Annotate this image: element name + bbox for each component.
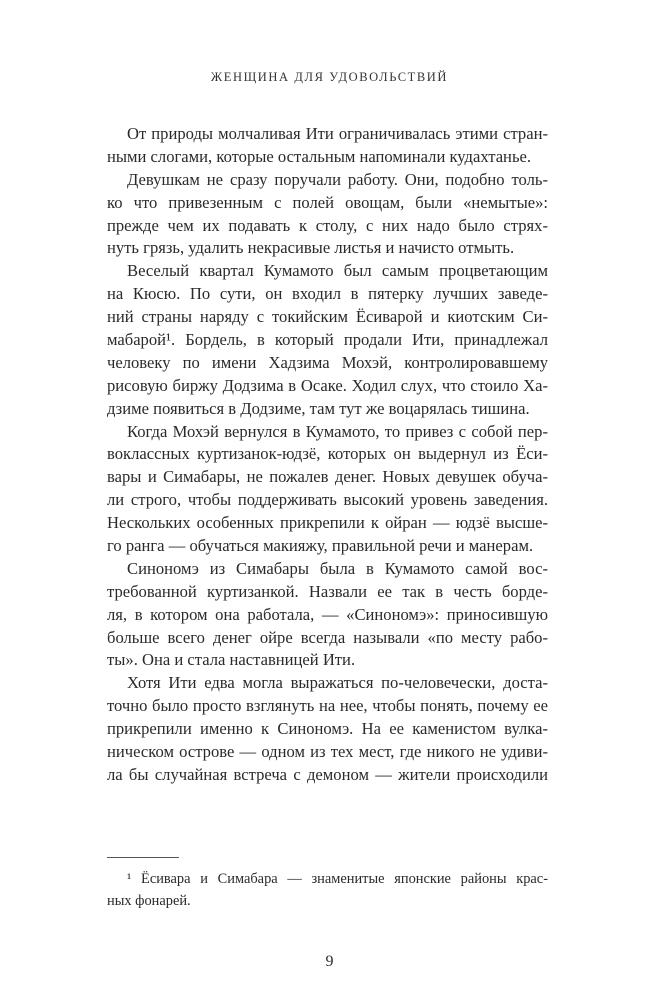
paragraph <box>107 672 548 786</box>
text-line: прежде чем их подавать к столу, с них надо было стрях- <box>107 215 548 235</box>
text-line: ли строго, чтобы поддерживать высокий уровень заведения. <box>107 490 548 510</box>
running-head: ЖЕНЩИНА ДЛЯ УДОВОЛЬСТВИЙ <box>210 70 449 84</box>
text-line: рисовую биржу Додзима в Осаке. Ходил слух, что стоило Ха- <box>107 375 548 395</box>
text-line: человеку по имени Хадзима Мохэй, контролировавшему <box>107 352 548 372</box>
paragraph <box>107 260 548 420</box>
text-line: нуть грязь, удалить некрасивые листья и начисто отмыть. <box>107 238 515 258</box>
text-line: дзиме появиться в Додзиме, там тут же воцарялась тишина. <box>107 398 530 418</box>
text-line: ний страны наряду с токийским Ёсиварой и киотским Си- <box>107 307 548 327</box>
paragraph <box>107 558 548 672</box>
text-line: ла бы случайная встреча с демоном — жители происходили <box>107 764 548 784</box>
text-line: ко что привезенным с полей овощам, были «немытые»: <box>107 192 548 212</box>
page-number: 9 <box>325 953 334 970</box>
footnote <box>107 869 548 912</box>
footnote-divider <box>107 857 179 858</box>
text-line: мабарой¹. Бордель, в который продали Ити, принадлежал <box>107 330 548 350</box>
text-line: воклассных куртизанок-юдзё, которых он выдернул из Ёси- <box>107 444 548 464</box>
text-line: ля, в котором она работала, — «Синономэ»: приносившую <box>107 604 548 624</box>
body-text <box>107 123 548 787</box>
text-line: прикрепили именно к Синономэ. На ее каменистом вулка- <box>107 719 548 739</box>
text-line: От природы молчаливая Ити ограничивалась этими стран- <box>127 124 548 143</box>
text-line: Нескольких особенных прикрепили к ойран — юдзё высше- <box>107 513 548 533</box>
footnote-line: ¹ Ёсивара и Симабара — знаменитые японские районы крас- <box>127 871 548 887</box>
text-line: Синономэ из Симабары была в Кумамото самой вос- <box>127 558 548 578</box>
text-line: Когда Мохэй вернулся в Кумамото, то привез с собой пер- <box>127 421 548 441</box>
paragraph <box>107 421 548 558</box>
paragraph <box>107 123 548 169</box>
text-line: точно было просто взглянуть на нее, чтобы понять, почему ее <box>107 696 548 716</box>
text-line: ты». Она и стала наставницей Ити. <box>107 650 356 670</box>
text-line: на Кюсю. По сути, он входил в пятерку лучших заведе- <box>107 284 548 304</box>
footnote-line: ных фонарей. <box>107 892 191 909</box>
text-line: вары и Симабары, не пожалев денег. Новых девушек обуча- <box>107 467 548 487</box>
text-line: требованной куртизанкой. Назвали ее так в честь борде- <box>107 581 548 601</box>
text-line: Веселый квартал Кумамото был самым процветающим <box>127 261 548 281</box>
text-line: Девушкам не сразу поручали работу. Они, подобно толь- <box>127 169 548 189</box>
text-line: ными слогами, которые остальным напоминали кудахтанье. <box>107 146 532 166</box>
text-line: ническом острове — одном из тех мест, где никого не удиви- <box>107 742 548 762</box>
text-line: Хотя Ити едва могла выражаться по-человечески, доста- <box>127 673 548 693</box>
text-line: го ранга — обучаться макияжу, правильной речи и манерам. <box>107 536 534 556</box>
text-line: больше всего денег ойре всегда называли «по месту рабо- <box>107 627 548 647</box>
paragraph <box>107 169 548 261</box>
